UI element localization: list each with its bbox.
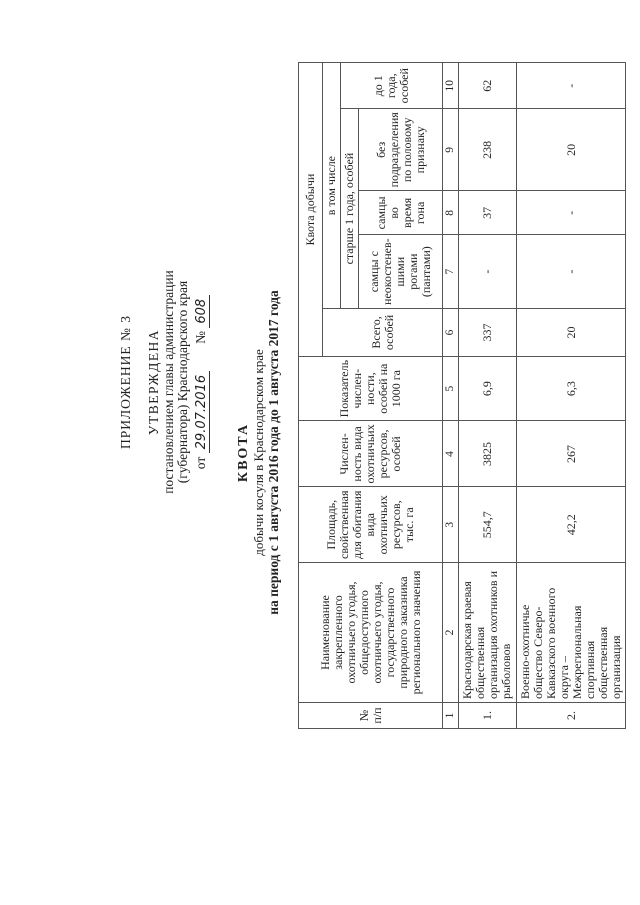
row-rut-males: - (517, 191, 626, 235)
row-velvet-males: - (517, 235, 626, 309)
header-population: Числен-ность вида охотничьих ресурсов, особей (299, 421, 443, 487)
row-name: Краснодарская краевая общественная организация охотников и рыболовов (459, 563, 517, 703)
row-rut-males: 37 (459, 191, 517, 235)
header-older-group: старше 1 года, особей (341, 109, 359, 309)
col-number: 3 (443, 487, 459, 563)
row-area: 42,2 (517, 487, 626, 563)
decree-line-1: постановлением главы администрации (161, 270, 176, 494)
row-total: 20 (517, 308, 626, 356)
row-under-one: 62 (459, 63, 517, 109)
row-area: 554,7 (459, 487, 517, 563)
header-in-that: в том числе (323, 63, 341, 309)
row-no: 2. (517, 703, 626, 729)
row-total: 337 (459, 308, 517, 356)
appendix-label: ПРИЛОЖЕНИЕ № 3 (118, 314, 133, 450)
title-period: на период с 1 августа 2016 года до 1 августа 2017 года (266, 290, 281, 615)
col-number: 6 (443, 308, 459, 356)
column-numbers-row (443, 63, 459, 729)
title-quota: КВОТА (236, 422, 251, 483)
row-name: Военно-охотничье общество Северо-Кавказского военного округа – Межрегиональная спортивная общественная организация (517, 563, 626, 703)
header-area: Площадь, свойственная для обитания вида охотничьих ресурсов, тыс. га (299, 487, 443, 563)
row-index: 6,3 (517, 356, 626, 420)
row-population: 3825 (459, 421, 517, 487)
col-number: 2 (443, 563, 459, 703)
header-under-one: до 1 года, особей (341, 63, 443, 109)
row-under-one: - (517, 63, 626, 109)
header-no: № п/п (299, 703, 443, 729)
table-row (517, 63, 626, 729)
header-rut-males: самцы во время гона (359, 191, 443, 235)
title-subject: добычи косуля в Краснодарском крае (251, 349, 266, 556)
row-velvet-males: - (459, 235, 517, 309)
handwritten-date: 29.07.2016 (194, 371, 210, 453)
header-total: Всего, особей (323, 308, 443, 356)
col-number: 4 (443, 421, 459, 487)
row-population: 267 (517, 421, 626, 487)
row-index: 6,9 (459, 356, 517, 420)
col-number: 5 (443, 356, 459, 420)
decree-line-2: (губернатора) Краснодарского края (175, 280, 190, 484)
quota-table (298, 62, 626, 729)
header-no-sex: без подразделения по половому признаку (359, 109, 443, 191)
handwritten-number: 608 (194, 295, 210, 328)
col-number: 9 (443, 109, 459, 191)
row-no-sex: 20 (517, 109, 626, 191)
header-quota-group: Квота добычи (299, 63, 323, 357)
header-index: Показатель числен-ности, особей на 1000 га (299, 356, 443, 420)
row-no-sex: 238 (459, 109, 517, 191)
date-prefix: от (193, 456, 208, 470)
table-row (459, 63, 517, 729)
row-no: 1. (459, 703, 517, 729)
col-number: 1 (443, 703, 459, 729)
approved-stamp: УТВЕРЖДЕНА (146, 328, 161, 436)
header-velvet-males: самцы с неокостенев-шими рогами (пантами) (359, 235, 443, 309)
decree-text (162, 232, 190, 532)
col-number: 10 (443, 63, 459, 109)
header-name: Наименование закрепленного охотничьего угодья, общедоступного охотничьего угодья, государственного природного заказника регионального значения (299, 563, 443, 703)
document-title (236, 0, 281, 905)
col-number: 7 (443, 235, 459, 309)
date-number-line (193, 232, 210, 532)
col-number: 8 (443, 191, 459, 235)
number-prefix: № (193, 331, 208, 344)
